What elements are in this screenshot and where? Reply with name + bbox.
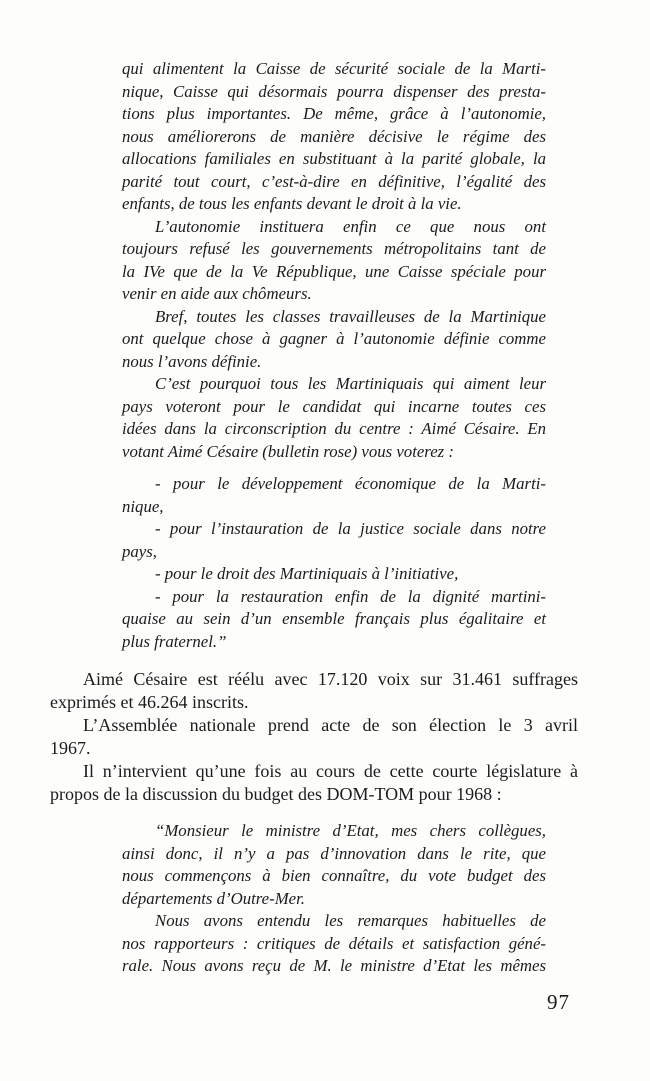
text-line: nous améliorerons de manière décisive le régime des [122,126,546,146]
text-line: - pour le développement économique de la Marti- [155,474,546,493]
quote-list-item [122,563,546,586]
quote-paragraph [122,373,546,463]
text-line: C’est pourquoi tous les Martiniquais qui aiment leur [155,374,546,393]
text-line: enfants, de tous les enfants devant le droit à la vie. [122,194,462,213]
quote-paragraph [122,216,546,306]
quote-paragraph [122,820,546,910]
narrative-paragraphs [50,668,578,806]
text-line: allocations familiales en substituant à la parité globale, la [122,149,546,168]
opening-quote-block [122,58,546,653]
text-line: nique, [122,496,164,516]
text-line: pays, [122,541,157,561]
text-line: quaise au sein d’un ensemble français plus égalitaire et [122,609,546,628]
text-line: parité tout court, c’est-à-dire en définitive, l’égalité des [122,171,546,191]
text-line: pays voteront pour le candidat qui incarne toutes ces [122,396,546,416]
text-line: nous l’avons définie. [122,351,262,371]
quote-paragraph [122,306,546,374]
text-line: nique, Caisse qui désormais pourra dispenser des presta- [122,81,546,101]
text-line: - pour le droit des Martiniquais à l’initiative, [155,564,459,583]
text-line: ainsi donc, il n’y a pas d’innovation dans le rite, que [122,843,546,863]
quote-bullet-list [122,473,546,653]
text-line: Bref, toutes les classes travailleuses de la Martinique [155,306,546,326]
body-paragraph [50,714,578,760]
text-line: départements d’Outre-Mer. [122,888,305,908]
text-line: Il n’intervient qu’une fois au cours de cette courte législature à [83,761,578,781]
text-line: exprimés et 46.264 inscrits. [50,692,249,712]
text-line: “Monsieur le ministre d’Etat, mes chers collègues, [155,821,546,840]
text-line: plus fraternel.” [122,631,227,651]
quote-list-item [122,473,546,518]
text-line: propos de la discussion du budget des DOM-TOM pour 1968 : [50,784,502,804]
page-number: 97 [547,990,570,1014]
page-content [50,58,578,978]
text-line: L’autonomie instituera enfin ce que nous ont [155,216,546,236]
body-paragraph [50,668,578,714]
text-line: ont quelque chose à gagner à l’autonomie définie comme [122,329,546,348]
body-paragraph [50,760,578,806]
text-line: L’Assemblée nationale prend acte de son élection le 3 avril [83,715,578,735]
text-line: venir en aide aux chômeurs. [122,284,312,303]
text-line: Aimé Césaire est réélu avec 17.120 voix sur 31.461 suffrages [83,669,578,689]
text-line: qui alimentent la Caisse de sécurité sociale de la Marti- [122,59,546,78]
quote-paragraph [122,58,546,216]
text-line: tions plus importantes. De même, grâce à l’autonomie, [122,104,546,123]
quote-paragraph [122,910,546,978]
text-line: - pour la restauration enfin de la dignité martini- [155,586,546,606]
quote-list-item [122,518,546,563]
quote-list-item [122,586,546,654]
text-line: toujours refusé les gouvernements métropolitains tant de [122,239,546,258]
text-line: nous commençons à bien connaître, du vote budget des [122,866,546,885]
text-line: votant Aimé Césaire (bulletin rose) vous voterez : [122,441,454,461]
text-line: 1967. [50,738,91,758]
speech-quote-block [122,820,546,978]
text-line: la IVe que de la Ve République, une Caisse spéciale pour [122,261,546,281]
text-line: Nous avons entendu les remarques habituelles de [155,911,546,930]
text-line: idées dans la circonscription du centre : Aimé Césaire. En [122,419,546,438]
text-line: nos rapporteurs : critiques de détails et satisfaction géné- [122,933,546,953]
text-line: - pour l’instauration de la justice sociale dans notre [155,519,546,538]
text-line: rale. Nous avons reçu de M. le ministre d’Etat les mêmes [122,956,546,975]
